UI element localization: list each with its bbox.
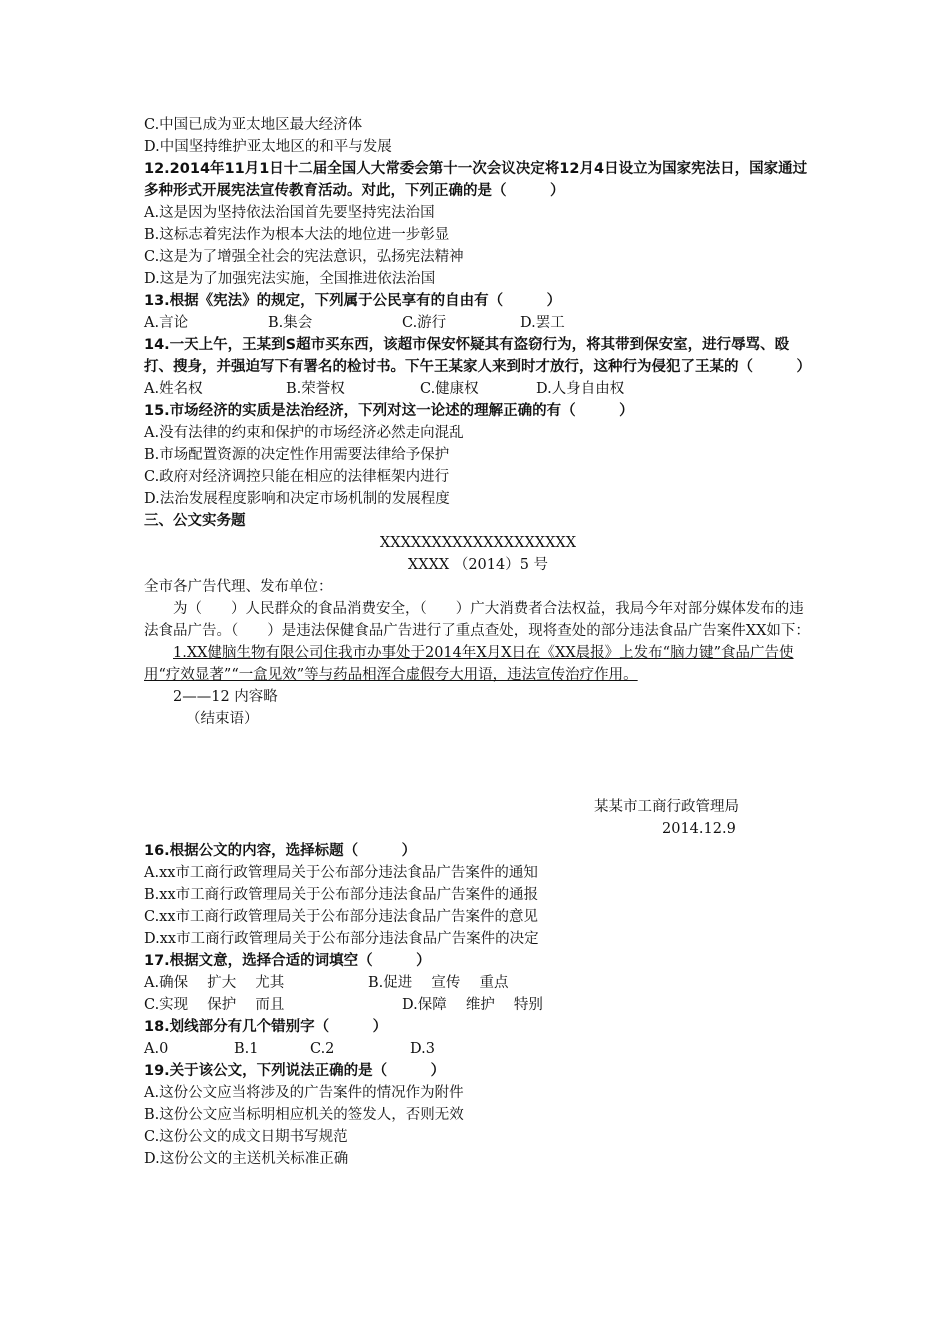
q13-option-d: D.罢工 [520, 315, 565, 331]
q13-option-a: A.言论 [144, 315, 189, 331]
q17-option-c: C.实现 保护 而且 [144, 997, 285, 1013]
q14-option-d: D.人身自由权 [536, 381, 625, 397]
q14-option-c: C.健康权 [420, 381, 479, 397]
q17-options-row-2 [144, 994, 812, 1016]
q16-option-c: C.xx市工商行政管理局关于公布部分违法食品广告案件的意见 [144, 909, 539, 925]
q15-option-d: D.法治发展程度影响和决定市场机制的发展程度 [144, 491, 450, 507]
q19-option-c: C.这份公文的成文日期书写规范 [144, 1129, 348, 1145]
doc-signer: 某某市工商行政管理局 [594, 799, 739, 815]
q13-option-b: B.集会 [268, 315, 313, 331]
q11-option-c: C.中国已成为亚太地区最大经济体 [144, 117, 363, 133]
q12-option-a: A.这是因为坚持依法治国首先要坚持宪法治国 [144, 205, 435, 221]
q12-option-d: D.这是为了加强宪法实施，全国推进依法治国 [144, 271, 436, 287]
q16-option-d: D.xx市工商行政管理局关于公布部分违法食品广告案件的决定 [144, 931, 539, 947]
q16-option-b: B.xx市工商行政管理局关于公布部分违法食品广告案件的通报 [144, 887, 539, 903]
doc-date: 2014.12.9 [662, 821, 736, 837]
doc-title: XXXXXXXXXXXXXXXXXXX [379, 535, 577, 551]
q14-option-a: A.姓名权 [144, 381, 203, 397]
doc-recipient: 全市各广告代理、发布单位： [144, 579, 333, 595]
q14-options [144, 378, 812, 400]
doc-body-paragraph: 为（ ）人民群众的食品消费安全，（ ）广大消费者合法权益，我局今年对部分媒体发布的违法食品广告。（ ）是违法保健食品广告进行了重点查处，现将查处的部分违法食品广告案件XX如下： [144, 601, 810, 639]
q14-stem: 14.一天上午，王某到S超市买东西，该超市保安怀疑其有盗窃行为，将其带到保安室，进行辱骂、殴打、搜身，并强迫写下有署名的检讨书。下午王某家人来到时才放行，这种行为侵犯了王某的（ ） [144, 337, 811, 375]
q14-option-b: B.荣誉权 [286, 381, 345, 397]
q17-options-row-1 [144, 972, 812, 994]
q19-stem: 19.关于该公文，下列说法正确的是（ ） [144, 1063, 446, 1079]
q18-option-d: D.3 [410, 1041, 435, 1057]
q12-option-b: B.这标志着宪法作为根本大法的地位进一步彰显 [144, 227, 450, 243]
doc-number: XXXX （2014）5 号 [407, 557, 549, 573]
doc-closing: （结束语） [186, 711, 259, 727]
q13-options [144, 312, 812, 334]
q12-option-c: C.这是为了增强全社会的宪法意识，弘扬宪法精神 [144, 249, 464, 265]
q13-stem: 13.根据《宪法》的规定，下列属于公民享有的自由有（ ） [144, 293, 562, 309]
q15-option-b: B.市场配置资源的决定性作用需要法律给予保护 [144, 447, 450, 463]
q11-option-d: D.中国坚持维护亚太地区的和平与发展 [144, 139, 392, 155]
q18-options [144, 1038, 812, 1060]
spacer [144, 730, 812, 796]
q16-stem: 16.根据公文的内容，选择标题（ ） [144, 843, 417, 859]
q18-option-b: B.1 [234, 1041, 259, 1057]
q19-option-a: A.这份公文应当将涉及的广告案件的情况作为附件 [144, 1085, 464, 1101]
doc-item-1-underlined-text: 1.XX健脑生物有限公司住我市办事处于2014年X月X日在《XX晨报》上发布“脑力键”食品广告使用“疗效显著”“一盒见效”等与药品相浑合虚假夸大用语，违法宣传治疗作用。 [144, 645, 794, 683]
q17-option-b: B.促进 宣传 重点 [368, 975, 509, 991]
q15-stem: 15.市场经济的实质是法治经济，下列对这一论述的理解正确的有（ ） [144, 403, 634, 419]
doc-item-1 [144, 642, 812, 686]
doc-items-rest: 2——12 内容略 [173, 689, 278, 705]
q18-option-a: A.0 [144, 1041, 169, 1057]
q15-option-a: A.没有法律的约束和保护的市场经济必然走向混乱 [144, 425, 464, 441]
q16-option-a: A.xx市工商行政管理局关于公布部分违法食品广告案件的通知 [144, 865, 538, 881]
section-3-heading: 三、公文实务题 [144, 513, 246, 529]
q19-option-b: B.这份公文应当标明相应机关的签发人，否则无效 [144, 1107, 464, 1123]
q15-option-c: C.政府对经济调控只能在相应的法律框架内进行 [144, 469, 450, 485]
q17-option-d: D.保障 维护 特别 [402, 997, 543, 1013]
q12-stem: 12.2014年11月1日十二届全国人大常委会第十一次会议决定将12月4日设立为国家宪法日，国家通过多种形式开展宪法宣传教育活动。对此，下列正确的是（ ） [144, 161, 808, 199]
q18-option-c: C.2 [310, 1041, 335, 1057]
q13-option-c: C.游行 [402, 315, 447, 331]
q18-stem: 18.划线部分有几个错别字（ ） [144, 1019, 388, 1035]
q19-option-d: D.这份公文的主送机关标准正确 [144, 1151, 349, 1167]
exam-page [144, 114, 812, 1170]
q17-stem: 17.根据文意，选择合适的词填空（ ） [144, 953, 431, 969]
q17-option-a: A.确保 扩大 尤其 [144, 975, 285, 991]
